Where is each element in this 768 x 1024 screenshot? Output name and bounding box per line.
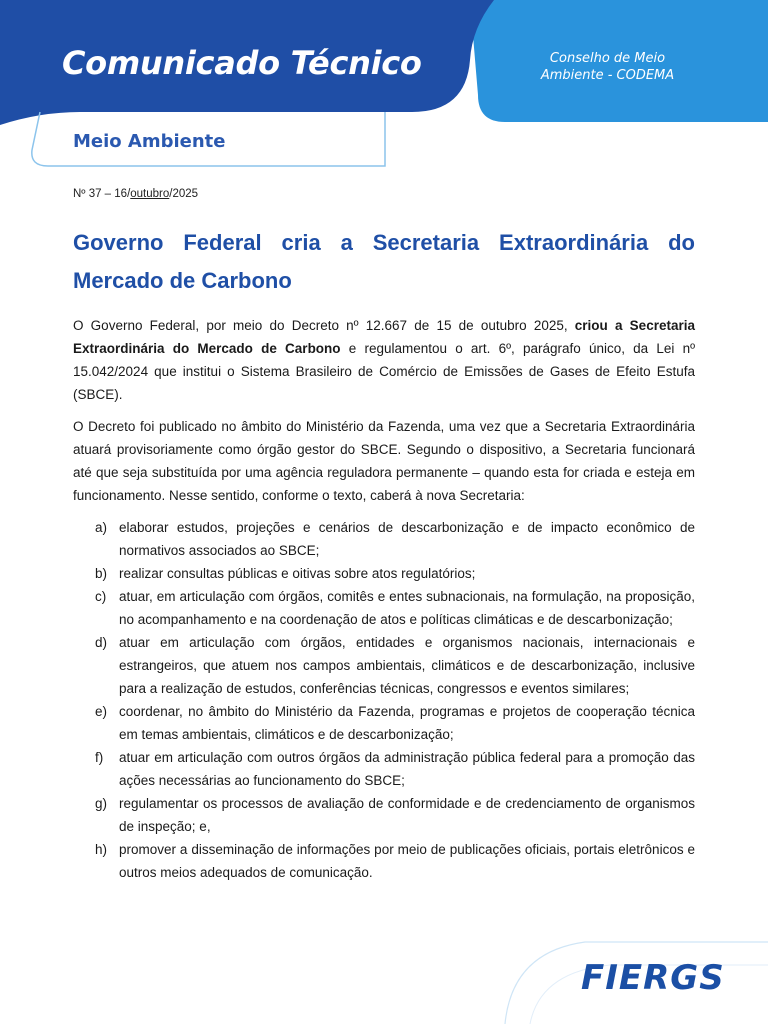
list-text: regulamentar os processos de avaliação de conformidade e de credenciamento de organismos de inspeção; e, [119, 796, 695, 834]
issue-suffix: /2025 [169, 188, 199, 200]
list-text: promover a disseminação de informações por meio de publicações oficiais, portais eletrônicos e outros meios adequados de comunicação. [119, 842, 695, 880]
list-item [73, 746, 695, 792]
list-marker: f) [95, 750, 104, 765]
list-text: elaborar estudos, projeções e cenários de descarbonização e de impacto econômico de normativos associados ao SBCE; [119, 520, 695, 558]
issue-prefix: Nº 37 – 16/ [73, 188, 131, 200]
list-item [73, 792, 695, 838]
list-marker: h) [95, 842, 108, 857]
issue-month: outubro [130, 188, 170, 200]
list-marker: c) [95, 589, 107, 604]
list-item [73, 838, 695, 884]
header-banner [0, 0, 768, 180]
list-marker: e) [95, 704, 108, 719]
section-label: Meio Ambiente [73, 131, 226, 152]
headline: Governo Federal cria a Secretaria Extraordinária do Mercado de Carbono [73, 230, 695, 293]
list-item [73, 585, 695, 631]
list-text: coordenar, no âmbito do Ministério da Fazenda, programas e projetos de cooperação técnica em temas ambientais, climáticos e de descarbonização; [119, 704, 695, 742]
paragraph-1-start: O Governo Federal, por meio do Decreto nº 12.667 de 15 de outubro 2025, [73, 318, 575, 333]
list-marker: a) [95, 520, 108, 535]
list-text: realizar consultas públicas e oitivas sobre atos regulatórios; [119, 566, 476, 581]
list-text: atuar, em articulação com órgãos, comitês e entes subnacionais, na formulação, na proposição, no acompanhamento e na coordenação de atos e políticas climáticas e de descarbonização; [119, 589, 695, 627]
list-item [73, 700, 695, 746]
list-item [73, 562, 695, 585]
duties-list [73, 516, 695, 884]
list-marker: d) [95, 635, 108, 650]
fiergs-logo: FIERGS [581, 958, 725, 998]
list-text: atuar em articulação com outros órgãos da administração pública federal para a promoção das ações necessárias ao funcionamento do SBCE; [119, 750, 695, 788]
list-item [73, 516, 695, 562]
list-marker: b) [95, 566, 108, 581]
paragraph-1-bold: criou a Secretaria Extraordinária do Mercado de Carbono [73, 318, 695, 356]
issue-number [73, 188, 198, 200]
list-marker: g) [95, 796, 108, 811]
list-item [73, 631, 695, 700]
council-name [520, 50, 695, 84]
paragraph-1-end: e regulamentou o art. 6º, parágrafo único, da Lei nº 15.042/2024 que institui o Sistema Brasileiro de Comércio de Emissões de Gases de Efeito Estufa (SBCE). [73, 341, 696, 402]
document-body [73, 224, 695, 884]
page-title: Comunicado Técnico [62, 44, 422, 82]
council-line-2: Ambiente - CODEMA [540, 68, 675, 83]
paragraph-1 [73, 314, 695, 406]
council-line-1: Conselho de Meio [549, 51, 666, 66]
list-text: atuar em articulação com órgãos, entidades e organismos nacionais, internacionais e estrangeiros, que atuem nos campos ambientais, climáticos e de descarbonização, inclusive para a realização de estudos, conferências técnicas, congressos e eventos similares; [119, 635, 695, 696]
paragraph-2: O Decreto foi publicado no âmbito do Ministério da Fazenda, uma vez que a Secretaria Extraordinária atuará provisoriamente como órgão gestor do SBCE. Segundo o dispositivo, a Secretaria funcionará até que seja substituída por uma agência reguladora permanente – quando esta for criada e esteja em funcionamento. Nesse sentido, conforme o texto, caberá à nova Secretaria: [73, 419, 695, 503]
